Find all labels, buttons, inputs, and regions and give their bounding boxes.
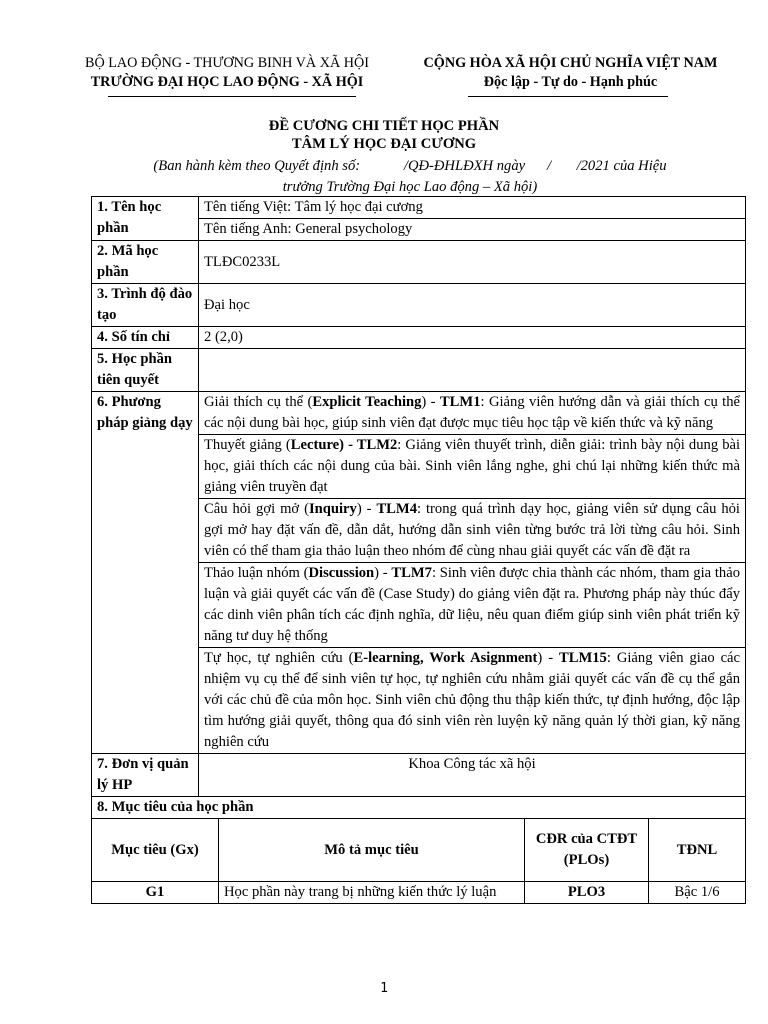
syllabus-table	[91, 196, 746, 904]
decree-line1: (Ban hành kèm theo Quyết định số: /QĐ-ĐHLĐXH ngày / /2021 của Hiệu	[153, 158, 667, 174]
decree-line2: trưởng Trường Đại học Lao động – Xã hội)	[282, 179, 538, 195]
method-5-prefix: Tự học, tự nghiên cứu (	[204, 650, 354, 666]
method-row-1	[92, 392, 746, 435]
method-self-study	[199, 648, 746, 754]
ministry-name: BỘ LAO ĐỘNG - THƯƠNG BINH VÀ XÃ HỘI	[85, 55, 369, 71]
prerequisite-row	[92, 349, 746, 392]
method-1-name: Explicit Teaching	[312, 394, 422, 410]
course-code-value: TLĐC0233L	[199, 241, 746, 284]
col-header-objective: Mục tiêu (Gx)	[92, 819, 219, 882]
teaching-methods-label: 6. Phương pháp giảng dạy	[92, 392, 199, 754]
level-value: Đại học	[199, 284, 746, 327]
national-motto-block	[398, 54, 743, 92]
method-3-code: TLM4	[376, 501, 417, 517]
credits-label: 4. Số tín chỉ	[92, 327, 199, 349]
ministry-block	[62, 54, 392, 92]
management-unit-label: 7. Đơn vị quản lý HP	[92, 754, 199, 797]
management-unit-row	[92, 754, 746, 797]
decree-note	[100, 156, 720, 198]
course-name-row-vn	[92, 197, 746, 219]
country-name: CỘNG HÒA XÃ HỘI CHỦ NGHĨA VIỆT NAM	[423, 55, 718, 71]
course-name-en: Tên tiếng Anh: General psychology	[199, 219, 746, 241]
method-4-prefix: Thảo luận nhóm (	[204, 565, 309, 581]
document-title	[0, 117, 768, 153]
objectives-heading: 8. Mục tiêu của học phần	[92, 797, 746, 819]
method-lecture	[199, 435, 746, 499]
method-3-name: Inquiry	[308, 501, 357, 517]
col-header-plos: CĐR của CTĐT (PLOs)	[525, 819, 649, 882]
method-1-sep: ) -	[421, 394, 440, 410]
prerequisite-value	[199, 349, 746, 392]
university-underline	[108, 96, 356, 97]
level-row	[92, 284, 746, 327]
method-1-code: TLM1	[439, 394, 481, 410]
motto-underline	[468, 96, 668, 97]
method-2-desc: : Giảng viên thuyết trình, diễn giải: trình bày nội dung bài học, giải thích các nội dung của bài. Sinh viên lắng nghe, ghi chú lại những kiến thức mà giảng viên truyền đạt	[204, 437, 741, 495]
course-name-label: 1. Tên học phần	[92, 197, 199, 241]
national-motto: Độc lập - Tự do - Hạnh phúc	[483, 74, 658, 90]
course-code-label: 2. Mã học phần	[92, 241, 199, 284]
col-header-competency: TĐNL	[649, 819, 746, 882]
method-discussion	[199, 563, 746, 648]
method-5-desc: : Giảng viên giao các nhiệm vụ cụ thể để sinh viên tự học, tự nghiên cứu nhằm giải quyết các vấn đề cụ thể gắn với các chủ đề của môn học. Sinh viên chủ động thu thập kiến thức, tự định hướng, độc lập tìm hướng giải quyết, thông qua đó sinh viên rèn luyện kỹ năng quản lý thời gian, kỹ năng nghiên cứu	[204, 650, 741, 750]
method-4-code: TLM7	[391, 565, 432, 581]
credits-value: 2 (2,0)	[199, 327, 746, 349]
method-3-desc: : trong quá trình dạy học, giảng viên sử dụng câu hỏi gợi mở hay đặt vấn đề, dẫn dắt, hướng dẫn sinh viên từng bước trả lời từng câu hỏi. Sinh viên có thể tham gia thảo luận theo nhóm để cùng nhau giải quyết các vấn đề đặt ra	[204, 501, 741, 559]
prerequisite-label: 5. Học phần tiên quyết	[92, 349, 199, 392]
method-4-name: Discussion	[308, 565, 375, 581]
management-unit-value: Khoa Công tác xã hội	[199, 754, 746, 797]
method-3-sep: ) -	[356, 501, 377, 517]
level-label: 3. Trình độ đào tạo	[92, 284, 199, 327]
objectives-heading-row	[92, 797, 746, 819]
method-inquiry	[199, 499, 746, 563]
objective-row	[92, 882, 746, 904]
method-3-prefix: Câu hỏi gợi mở (	[204, 501, 309, 517]
objective-description: Học phần này trang bị những kiến thức lý luận	[219, 882, 525, 904]
method-explicit-teaching	[199, 392, 746, 435]
method-5-name: E-learning, Work Asignment	[353, 650, 538, 666]
method-2-prefix: Thuyết giảng (	[204, 437, 291, 453]
method-4-sep: ) -	[374, 565, 392, 581]
method-1-prefix: Giải thích cụ thể (	[204, 394, 313, 410]
objective-code: G1	[92, 882, 219, 904]
credits-row	[92, 327, 746, 349]
method-5-code: TLM15	[559, 650, 607, 666]
title-line2: TÂM LÝ HỌC ĐẠI CƯƠNG	[291, 136, 477, 152]
col-header-description: Mô tả mục tiêu	[219, 819, 525, 882]
university-name: TRƯỜNG ĐẠI HỌC LAO ĐỘNG - XÃ HỘI	[90, 74, 364, 90]
method-5-sep: ) -	[537, 650, 559, 666]
method-4-desc: : Sinh viên được chia thành các nhóm, tham gia thảo luận và giải quyết các vấn đề (Case Study) do giảng viên đặt ra. Phương pháp này thúc đẩy các dinh viên phân tích các định nghĩa, dữ liệu, nêu quan điểm giúp sinh viên phát triển kỹ năng tư duy hệ thống	[204, 565, 741, 644]
course-name-vn: Tên tiếng Việt: Tâm lý học đại cương	[199, 197, 746, 219]
objective-plo: PLO3	[525, 882, 649, 904]
page-number: 1	[380, 981, 388, 996]
title-line1: ĐỀ CƯƠNG CHI TIẾT HỌC PHẦN	[268, 118, 500, 134]
method-1-desc: : Giảng viên hướng dẫn và giải thích cụ thể các nội dung bài học, giúp sinh viên đạt được mục tiêu học tập về kiến thức và kỹ năng	[204, 394, 741, 431]
course-code-row	[92, 241, 746, 284]
method-2-name: Lecture) - TLM2	[290, 437, 398, 453]
objectives-header-row	[92, 819, 746, 882]
objective-level: Bậc 1/6	[649, 882, 746, 904]
